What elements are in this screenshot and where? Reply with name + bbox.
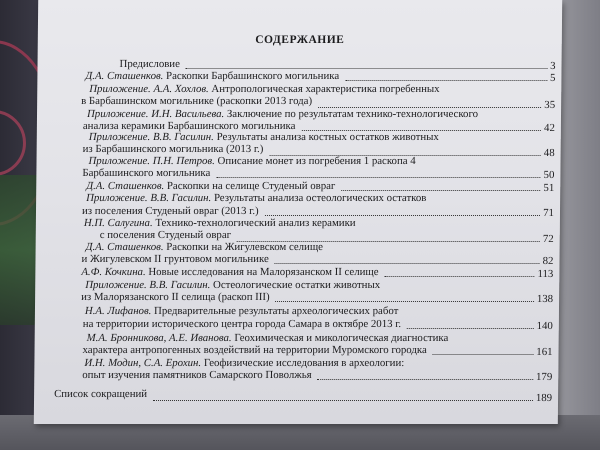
toc-entry-text: Описание монет из погребения 1 раскопа 4	[214, 155, 416, 167]
toc-entry-text: и Жигулевском II грунтовом могильнике	[81, 253, 269, 265]
toc-entry-text: анализа керамики Барбашинского могильника	[82, 120, 296, 132]
toc-entry-author: Д.А. Сташенков.	[85, 241, 164, 253]
toc-entry-text: Раскопки на селище Студеный овраг	[164, 180, 336, 192]
toc-entry-line	[86, 180, 335, 192]
toc-dot-leader	[302, 130, 541, 131]
toc-entry-page-number: 35	[544, 99, 556, 111]
toc-entry-author: Приложение. В.В. Гасилин.	[88, 131, 214, 143]
toc-entry-page-number: 161	[536, 346, 553, 358]
toc-entry-line	[89, 131, 439, 143]
toc-dot-leader	[317, 379, 533, 380]
toc-entry-page-number: 50	[543, 169, 555, 181]
toc-dot-leader	[216, 177, 540, 178]
toc-entry-author: Приложение. В.В. Гасилин.	[85, 279, 211, 291]
toc-entry-page-number: 72	[542, 233, 554, 245]
toc-entry-page-number: 138	[536, 293, 554, 305]
toc-dot-leader	[185, 68, 547, 69]
toc-dot-leader	[237, 241, 540, 242]
toc-entry-line	[54, 388, 147, 400]
toc-entry-page-number: 42	[544, 122, 555, 134]
toc-dot-leader	[407, 328, 534, 329]
toc-entry-author: М.А. Бронникова, А.Е. Иванова.	[86, 332, 232, 344]
toc-entry-line	[82, 205, 259, 217]
toc-entry-text: Геохимическая и микологическая диагностика	[231, 332, 449, 344]
toc-entry-author: Приложение. П.Н. Петров.	[88, 155, 215, 167]
toc-entry-author: И.Н. Модин, С.А. Ерохин.	[84, 357, 202, 369]
toc-entry-line	[86, 241, 323, 253]
toc-entry-page-number: 51	[543, 182, 555, 194]
toc-entry-author: Н.П. Салугина.	[83, 217, 153, 229]
toc-entry-author: Приложение. А.А. Хохлов.	[89, 83, 209, 95]
toc-entry-line	[81, 95, 312, 107]
toc-entry-author: А.Ф. Кочкина.	[81, 266, 146, 278]
toc-entry-line	[85, 305, 398, 317]
toc-dot-leader	[318, 107, 541, 108]
toc-entry-text: Остеологические остатки животных	[210, 279, 381, 291]
toc-entry-text: Список сокращений	[54, 388, 148, 400]
toc-entry-text: Технико-технологический анализ керамики	[152, 217, 356, 229]
toc-entry-line	[81, 266, 378, 278]
toc-entry-line	[87, 108, 478, 120]
toc-entry-line	[84, 357, 404, 369]
toc-entry-line	[83, 318, 401, 330]
toc-dot-leader	[265, 215, 540, 216]
toc-dot-leader	[384, 276, 534, 277]
toc-entry-page-number: 179	[536, 371, 553, 383]
toc-entry-page-number: 71	[543, 207, 555, 219]
toc-entry-text: Заключение по результатам технико-технологического	[224, 108, 479, 120]
toc-entry-line	[86, 192, 426, 204]
toc-entry-text: Барбашинского могильника	[82, 167, 211, 179]
toc-entry-text: Результаты анализа остеологических остатков	[211, 192, 427, 204]
toc-entry-page-number: 140	[536, 320, 553, 332]
toc-entry-line	[83, 143, 264, 155]
toc-dot-leader	[275, 301, 534, 302]
toc-entry-text: Новые исследования на Малорязанском II селище	[145, 266, 379, 278]
toc-entry-line	[85, 70, 339, 82]
page-title: СОДЕРЖАНИЕ	[255, 34, 345, 46]
toc-entry-line	[81, 291, 270, 303]
toc-dot-leader	[433, 354, 534, 355]
toc-entry-text: с поселения Студеный овраг	[99, 229, 232, 241]
toc-entry-text: опыт изучения памятников Самарского Поволжья	[82, 369, 312, 381]
toc-dot-leader	[153, 400, 533, 401]
toc-entry-text: Предисловие	[119, 58, 180, 70]
toc-entry-line	[88, 155, 415, 167]
toc-entry-line	[85, 279, 380, 291]
toc-entry-text: из Барбашинского могильника (2013 г.)	[82, 143, 264, 155]
toc-entry-text: из поселения Студеный овраг (2013 г.)	[81, 205, 259, 217]
toc-entry-text: Антропологическая характеристика погребенных	[208, 83, 440, 95]
toc-entry-author: Д.А. Сташенков.	[85, 70, 164, 82]
toc-dot-leader	[274, 263, 539, 264]
document-page	[34, 0, 562, 424]
toc-entry-line	[81, 253, 268, 265]
toc-entry-text: на территории исторического центра города Самара в октябре 2013 г.	[82, 318, 402, 330]
toc-dot-leader	[341, 190, 540, 191]
toc-entry-text: из Малорязанского II селища (раскоп III)	[81, 291, 270, 303]
toc-dot-leader	[270, 155, 541, 156]
toc-entry-page-number: 48	[543, 147, 555, 159]
toc-entry-text: Геофизические исследования в археологии:	[201, 357, 405, 369]
toc-entry-line	[87, 332, 449, 344]
toc-entry-text: в Барбашинском могильнике (раскопки 2013 года)	[81, 95, 313, 107]
toc-entry-author: Приложение. И.Н. Васильева.	[86, 108, 225, 120]
toc-entry-line	[82, 344, 426, 356]
toc-dot-leader	[345, 80, 547, 81]
toc-entry-line	[82, 369, 311, 381]
toc-entry-text: Раскопки на Жигулевском селище	[163, 241, 324, 253]
toc-entry-author: Приложение. В.В. Гасилин.	[86, 192, 212, 204]
toc-entry-text: Результаты анализа костных остатков животных	[213, 131, 439, 143]
toc-entry-line	[100, 229, 231, 241]
toc-entry-line	[89, 83, 439, 95]
toc-entry-line	[84, 217, 356, 229]
toc-entry-page-number: 5	[549, 72, 556, 84]
toc-entry-text: характера антропогенных воздействий на территории Муромского городка	[82, 344, 427, 356]
toc-entry-page-number: 3	[550, 60, 556, 72]
toc-entry-page-number: 189	[535, 392, 553, 404]
toc-entry-line	[82, 167, 210, 179]
toc-entry-text: Раскопки Барбашинского могильника	[163, 70, 340, 82]
toc-entry-author: Н.А. Лифанов.	[84, 305, 152, 317]
toc-entry-text: Предварительные результаты археологических работ	[151, 305, 399, 317]
toc-entry-author: Д.А. Сташенков.	[86, 180, 165, 192]
toc-entry-page-number: 113	[537, 268, 554, 280]
toc-entry-line	[119, 58, 180, 70]
toc-entry-page-number: 82	[542, 255, 554, 267]
